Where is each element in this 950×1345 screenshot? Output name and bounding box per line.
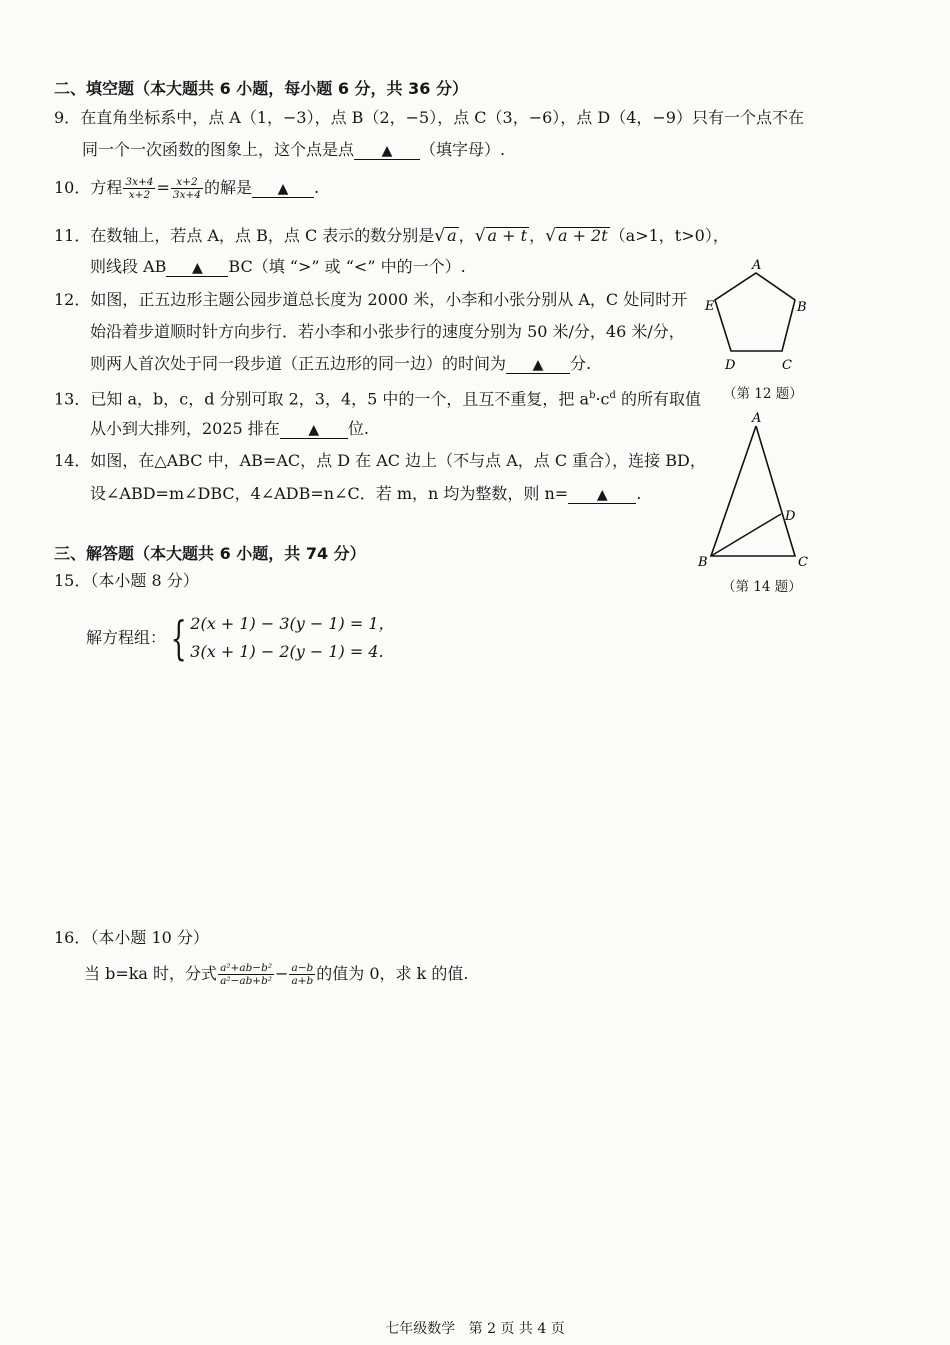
question-9-line2-post: （填字母）. [420, 140, 506, 159]
question-10-number: 10． [54, 178, 91, 197]
question-13-line2-post: 位. [347, 419, 369, 438]
fraction-denominator: 3x+4 [172, 189, 201, 201]
pentagon-label-a: A [752, 258, 762, 273]
fraction-denominator: a²−ab+b² [220, 975, 273, 987]
question-11-line2-post: BC（填 “>” 或 “<” 中的一个）. [228, 257, 466, 276]
figure-14-caption: （第 14 题） [722, 579, 802, 595]
question-10-pre: 方程 [90, 178, 123, 197]
pentagon-label-b: B [797, 300, 807, 315]
sqrt-expression-3: a + 2t [557, 226, 608, 245]
pentagon-shape [715, 273, 795, 351]
triangle-abc [711, 426, 795, 556]
triangle-label-c: C [798, 555, 808, 570]
question-14-line1 [54, 451, 706, 471]
question-12-line3-pre: 则两人首次处于同一段步道（正五边形的同一边）的时间为 [90, 354, 507, 373]
pentagon-label-d: D [725, 358, 736, 373]
question-11-line2 [90, 257, 466, 277]
question-16-post: 的值为 0，求 k 的值. [316, 964, 469, 983]
question-11-number: 11． [54, 226, 91, 245]
question-15-score: （本小题 8 分） [90, 571, 199, 590]
question-14-text-line1: 如图，在△ABC 中，AB=AC，点 D 在 AC 边上（不与点 A，点 C 重合），连接 BD， [90, 451, 706, 470]
question-9-line1: 在直角坐标系中，点 A（1，−3），点 B（2，−5），点 C（3，−6），点 D（4，−9）只有一个点不在 [80, 108, 804, 127]
question-12-line3 [90, 354, 591, 374]
question-12-number: 12． [54, 290, 91, 309]
question-9-line2-pre: 同一个一次函数的图象上，这个点是点 [82, 140, 355, 159]
triangle-label-d: D [785, 509, 796, 524]
question-14-line2-post: . [636, 484, 642, 503]
question-10-fraction-right [171, 176, 203, 201]
segment-bd [711, 514, 781, 556]
equation-system [190, 610, 394, 666]
question-9-line2 [82, 140, 505, 160]
fraction-denominator: x+2 [128, 189, 151, 201]
question-10-fraction-left [123, 176, 155, 201]
question-13-mid: ·c [595, 389, 610, 409]
question-11-line1-post: （a>1，t>0）， [609, 226, 729, 245]
left-brace-icon: { [170, 611, 187, 665]
answer-blank-12[interactable]: ▲ [506, 357, 570, 374]
answer-blank-9[interactable]: ▲ [354, 143, 420, 160]
question-12-line1 [54, 290, 687, 310]
question-14-line2-pre: 设∠ABD=m∠DBC，4∠ADB=n∠C．若 m，n 均为整数，则 n= [90, 484, 569, 503]
question-12-line2: 始沿着步道顺时针方向步行．若小李和小张步行的速度分别为 50 米/分，46 米/分， [90, 322, 685, 341]
question-13-line1-pre: 已知 a，b，c，d 分别可取 2，3，4，5 中的一个，且互不重复，把 a [90, 389, 590, 409]
question-12-text-line1: 如图，正五边形主题公园步道总长度为 2000 米，小李和小张分别从 A，C 处同时开 [90, 290, 688, 309]
question-13-line2 [90, 419, 369, 439]
question-16-fraction-1 [218, 962, 274, 987]
question-13-line1 [54, 386, 701, 409]
answer-blank-14[interactable]: ▲ [568, 487, 636, 504]
question-9 [54, 108, 804, 128]
triangle-label-b: B [698, 555, 708, 570]
fraction-numerator: x+2 [171, 176, 203, 189]
answer-blank-10[interactable]: ▲ [252, 181, 314, 198]
question-15-number: 15． [54, 571, 91, 590]
question-16-header [54, 928, 209, 948]
fraction-numerator: 3x+4 [125, 176, 154, 188]
equation-2: 3(x + 1) − 2(y − 1) = 4. [190, 642, 384, 661]
question-16-score: （本小题 10 分） [90, 928, 209, 947]
section-3-heading: 三、解答题（本大题共 6 小题，共 74 分） [54, 544, 366, 563]
question-13-number: 13． [54, 389, 91, 409]
fraction-numerator: a²+ab−b² [220, 962, 273, 974]
answer-blank-13[interactable]: ▲ [280, 422, 348, 439]
question-12-line3-post: 分. [570, 354, 592, 373]
question-10-post: 的解是 [203, 178, 252, 197]
fraction-numerator: a−b [291, 962, 314, 974]
question-11: 11．在数轴上，若点 A，点 B，点 C 表示的数分别是√ a ，√ a + t ，√ a + 2t （a>1，t>0）， [54, 226, 729, 246]
question-11-line2-pre: 则线段 AB [90, 257, 167, 276]
triangle-figure [690, 410, 820, 575]
equation-1: 2(x + 1) − 3(y − 1) = 1， [190, 614, 395, 633]
question-11-line1-pre: 在数轴上，若点 A，点 B，点 C 表示的数分别是 [90, 226, 435, 245]
question-15-header [54, 571, 199, 591]
exponent-b: b [589, 390, 596, 401]
section-2-heading: 二、填空题（本大题共 6 小题，每小题 6 分，共 36 分） [54, 79, 468, 98]
figure-12-caption: （第 12 题） [723, 386, 803, 402]
question-16-body [84, 962, 468, 987]
question-15-body [86, 610, 395, 666]
question-16-number: 16． [54, 928, 91, 947]
equals-sign: = [156, 178, 170, 197]
minus-sign: − [275, 964, 289, 983]
question-14-number: 14． [54, 451, 91, 470]
question-10 [54, 176, 319, 201]
answer-blank-11[interactable]: ▲ [166, 260, 228, 277]
question-14-line2 [90, 484, 641, 504]
sqrt-expression-1: a [447, 226, 457, 245]
question-13-line1-post: 的所有取值 [615, 389, 702, 409]
fraction-denominator: a+b [291, 975, 314, 987]
pentagon-label-e: E [705, 299, 715, 314]
question-16-fraction-2 [289, 962, 315, 987]
question-10-end: . [314, 178, 320, 197]
pentagon-label-c: C [782, 358, 792, 373]
pentagon-figure [700, 255, 820, 375]
sqrt-expression-2: a + t [487, 226, 528, 245]
page-footer: 七年级数学 第 2 页 共 4 页 [385, 1321, 565, 1337]
question-9-number: 9． [54, 108, 81, 127]
question-13-line2-pre: 从小到大排列，2025 排在 [90, 419, 280, 438]
triangle-label-a: A [752, 411, 762, 426]
question-15-prompt: 解方程组： [86, 628, 167, 647]
question-16-pre: 当 b=ka 时，分式 [84, 964, 218, 983]
exponent-d: d [609, 390, 616, 401]
